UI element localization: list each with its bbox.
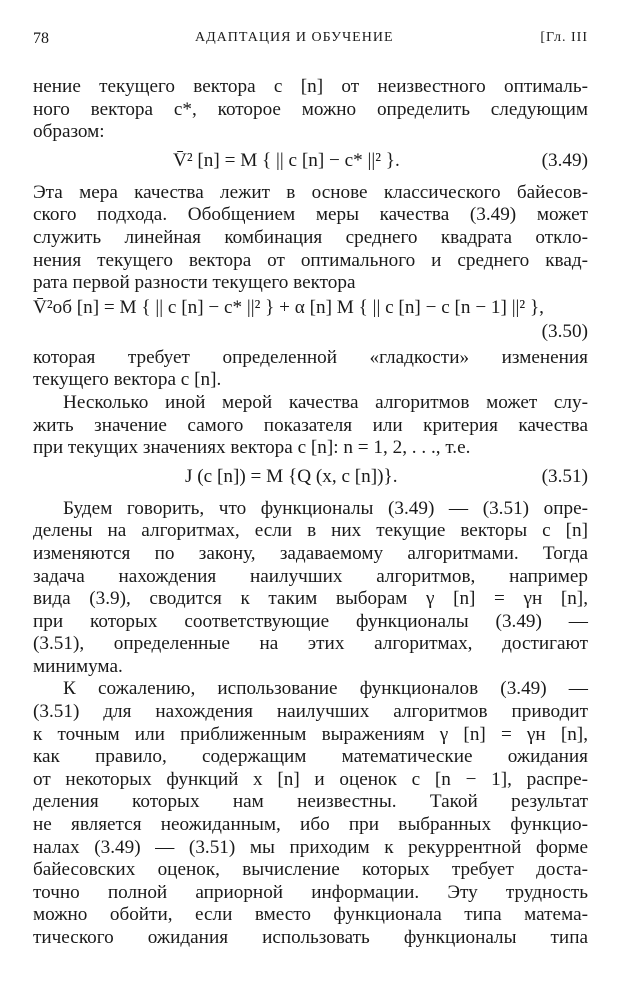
- text-line: вида (3.9), сводится к таким выборам γ [n] = γн [n],: [33, 588, 588, 610]
- formula-3-51: [33, 460, 588, 498]
- text-line: ского подхода. Обобщением меры качества (3.49) может: [33, 204, 588, 226]
- equation-number: (3.50): [541, 320, 588, 342]
- book-page: [33, 30, 588, 950]
- text-line: служить линейная комбинация среднего квадрата откло-: [33, 226, 588, 248]
- formula-3-49: [33, 144, 588, 182]
- equation-number: (3.51): [541, 465, 588, 487]
- text-line: образом:: [33, 121, 105, 143]
- text-line: деления которых нам неизвестны. Такой результат: [33, 791, 588, 813]
- text-line: ного вектора c*, которое можно определить следующим: [33, 98, 588, 120]
- text-line: от некоторых функций x [n] и оценок c [n − 1], распре-: [33, 768, 588, 790]
- text-line: текущего вектора c [n].: [33, 369, 222, 391]
- text-line: минимума.: [33, 655, 123, 677]
- text-line: Будем говорить, что функционалы (3.49) — (3.51) опре-: [63, 497, 588, 519]
- text-line: изменяются по закону, задаваемому алгоритмами. Тогда: [33, 542, 588, 564]
- formula-expression: J (c [n]) = M {Q (x, c [n])}.: [185, 465, 398, 487]
- text-line: Эта мера качества лежит в основе классического байесов-: [33, 181, 588, 203]
- text-line: байесовских оценок, вычисление которых требует доста-: [33, 859, 588, 881]
- page-body: [33, 76, 588, 950]
- text-line: тического ожидания использовать функционалы типа: [33, 927, 588, 948]
- text-line: Несколько иной мерой качества алгоритмов может слу-: [63, 391, 588, 413]
- equation-number: (3.49): [541, 149, 588, 171]
- text-line: нения текущего вектора от оптимального и среднего квад-: [33, 249, 588, 271]
- text-line: которая требует определенной «гладкости» изменения: [33, 346, 588, 368]
- text-line: как правило, содержащим математические ожидания: [33, 746, 588, 768]
- text-line: налах (3.49) — (3.51) мы приходим к рекуррентной форме: [33, 836, 588, 858]
- text-line: нение текущего вектора c [n] от неизвестного оптималь-: [33, 76, 588, 97]
- text-line: К сожалению, использование функционалов (3.49) —: [63, 678, 588, 700]
- text-line: точно полной априорной информации. Эту трудность: [33, 881, 588, 903]
- text-line: рата первой разности текущего вектора: [33, 272, 356, 294]
- text-line: (3.51) для нахождения наилучших алгоритмов приводит: [33, 701, 588, 723]
- text-line: к точным или приближенным выражениям γ [n] = γн [n],: [33, 723, 588, 745]
- text-line: жить значение самого показателя или критерия качества: [33, 414, 588, 436]
- formula-expression: V̄²об [n] = M { || c [n] − c* ||² } + α [n] M { || c [n] − c [n − 1] ||² },: [33, 296, 544, 318]
- running-title: АДАПТАЦИЯ И ОБУЧЕНИЕ: [195, 30, 394, 45]
- text-line: не является неожиданным, ибо при выбранных функцио-: [33, 814, 588, 836]
- text-line: при которых соответствующие функционалы (3.49) —: [33, 610, 588, 632]
- text-line: делены на алгоритмах, если в них текущие векторы c [n]: [33, 520, 588, 542]
- formula-3-50: [33, 295, 588, 347]
- text-line: задача нахождения наилучших алгоритмов, например: [33, 565, 588, 587]
- chapter-label: [Гл. III: [540, 30, 588, 45]
- text-line: при текущих значениях вектора c [n]: n = 1, 2, . . ., т.е.: [33, 437, 471, 459]
- formula-expression: V̄² [n] = M { || c [n] − c* ||² }.: [173, 149, 400, 171]
- text-line: (3.51), определенные на этих алгоритмах, достигают: [33, 633, 588, 655]
- page-number: 78: [33, 30, 49, 47]
- page-header: [33, 30, 588, 54]
- text-line: можно обойти, если вместо функционала типа матема-: [33, 904, 588, 926]
